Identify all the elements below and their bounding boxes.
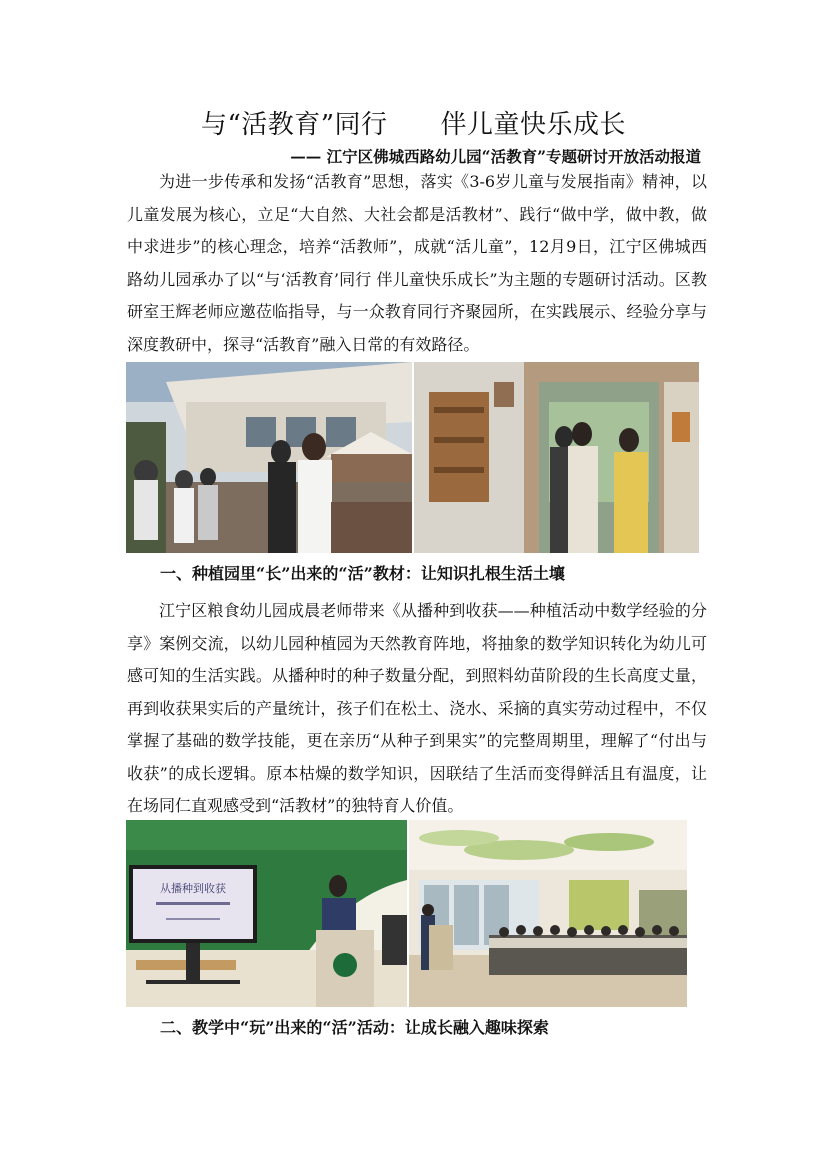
courtyard-visit-photo xyxy=(126,362,412,553)
planting-paragraph: 江宁区粮食幼儿园成晨老师带来《从播种到收获——种植活动中数学经验的分享》案例交流，以幼儿园种植园为天然教育阵地，将抽象的数学知识转化为幼儿可感可知的生活实践。从播种时的种子数量分配，到照料幼苗阶段的生长高度丈量，再到收获果实后的产量统计，孩子们在松土、浇水、采摘的真实劳动过程中，不仅掌握了基础的数学技能，更在亲历“从种子到果实”的完整周期里，理解了“付出与收获”的成长逻辑。原本枯燥的数学知识，因联结了生活而变得鲜活且有温度，让在场同仁直观感受到“活教材”的独特育人价值。 xyxy=(127,601,707,815)
section-heading-play: 二、教学中“玩”出来的“活”活动：让成长融入趣味探索 xyxy=(160,1018,549,1037)
intro-paragraph: 为进一步传承和发扬“活教育”思想，落实《3-6岁儿童与发展指南》精神，以儿童发展为核心，立足“大自然、大社会都是活教材”、践行“做中学，做中教，做中求进步”的核心理念，培养“活教师”，成就“活儿童”，12月9日，江宁区佛城西路幼儿园承办了以“与‘活教育’同行 伴儿童快乐成长”为主题的专题研讨活动。区教研室王辉老师应邀莅临指导，与一众教育同行齐聚园所，在实践展示、经验分享与深度教研中，探寻“活教育”融入日常的有效路径。 xyxy=(127,172,707,354)
speaker-presentation-photo xyxy=(126,820,407,1007)
screen-title-text: 从播种到收获 xyxy=(160,882,226,895)
audience-hall-photo xyxy=(409,820,687,1007)
hallway-display-photo xyxy=(414,362,699,553)
article-subtitle: —— 江宁区佛城西路幼儿园“活教育”专题研讨开放活动报道 xyxy=(290,147,701,166)
section-heading-planting: 一、种植园里“长”出来的“活”教材：让知识扎根生活土壤 xyxy=(160,564,565,583)
article-title: 与“活教育”同行 伴儿童快乐成长 xyxy=(200,110,627,140)
